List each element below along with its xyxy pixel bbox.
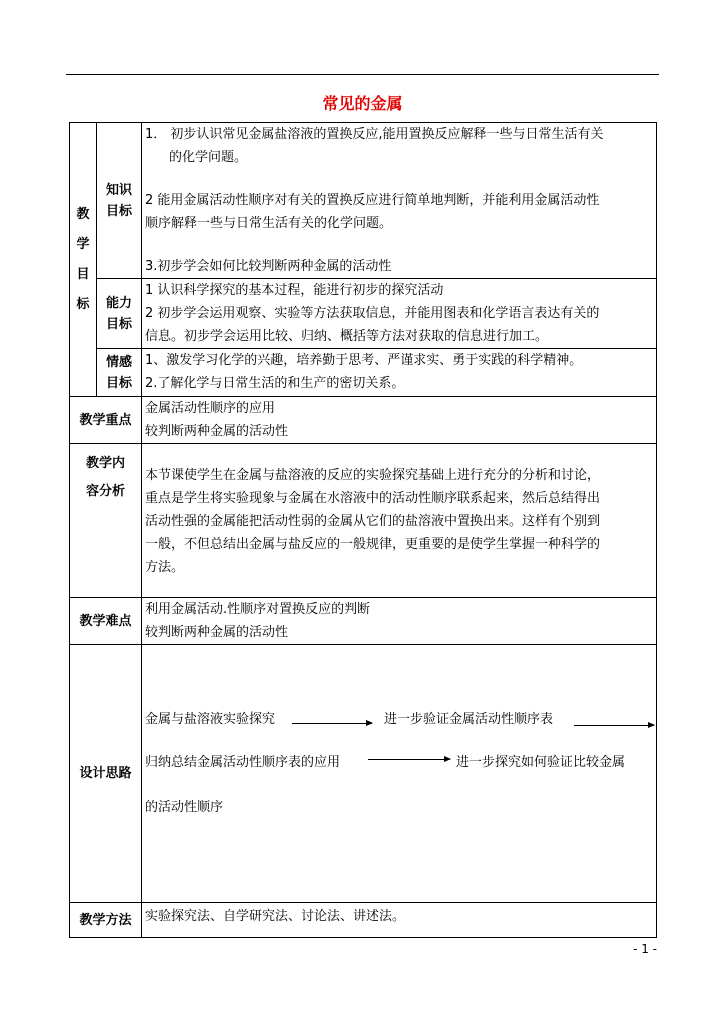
- difficulties-content: [142, 598, 657, 645]
- knowledge-item: 2 能用金属活动性顺序对有关的置换反应进行简单地判断，并能利用金属活动性: [145, 193, 600, 208]
- ability-label-line: 目标: [105, 316, 132, 332]
- knowledge-item: 1． 初步认识常见金属盐溶液的置换反应,能用置换反应解释一些与日常生活有关: [145, 127, 604, 142]
- emotion-item: 1、激发学习化学的兴趣，培养勤于思考、严谨求实、勇于实践的科学精神。: [145, 353, 583, 368]
- key-point-item: 金属活动性顺序的应用: [145, 401, 276, 416]
- objectives-label-char: 学: [76, 236, 90, 252]
- knowledge-objectives-row: [70, 123, 657, 279]
- key-points-row: [70, 397, 657, 444]
- difficulty-item: 利用金属活动.性顺序对置换反应的判断: [145, 602, 371, 617]
- design-step-summary: 归纳总结金属活动性顺序表的应用: [145, 755, 341, 770]
- knowledge-item: 的化学问题。: [169, 150, 248, 165]
- lesson-plan-table: [69, 122, 657, 938]
- content-analysis-label-line: 容分析: [85, 484, 125, 499]
- methods-row: [70, 903, 657, 938]
- content-analysis-label-line: 教学内: [85, 456, 125, 471]
- content-analysis-line: 方法。: [145, 560, 185, 575]
- header-rule: [66, 74, 659, 75]
- ability-objectives-row: [70, 279, 657, 349]
- content-analysis-content: [142, 444, 657, 598]
- knowledge-label-line: 知识: [105, 182, 132, 198]
- content-analysis-line: 本节课使学生在金属与盐溶液的反应的实验探究基础上进行充分的分析和讨论，: [145, 468, 601, 483]
- key-point-item: 较判断两种金属的活动性: [145, 424, 289, 439]
- objectives-label-char: 教: [76, 206, 90, 222]
- emotion-label: [97, 349, 142, 397]
- emotion-content: [142, 349, 657, 397]
- ability-label: [97, 279, 142, 349]
- knowledge-content: [142, 123, 657, 279]
- emotion-label-line: 目标: [105, 375, 132, 391]
- ability-item: 信息。初步学会运用比较、归纳、概括等方法对获取的信息进行加工。: [145, 329, 549, 344]
- content-analysis-row: [70, 444, 657, 598]
- arrow-right-icon: [368, 759, 450, 760]
- design-label: 设计思路: [70, 645, 142, 903]
- document-title: 常见的金属: [322, 94, 403, 113]
- ability-item: 1 认识科学探究的基本过程，能进行初步的探究活动: [145, 283, 444, 298]
- methods-content: 实验探究法、自学研究法、讨论法、讲述法。: [142, 903, 657, 938]
- objectives-label: [70, 123, 97, 397]
- difficulties-row: [70, 598, 657, 645]
- design-step-experiment: 金属与盐溶液实验探究: [145, 712, 276, 727]
- content-analysis-line: 活动性强的金属能把活动性弱的金属从它们的盐溶液中置换出来。这样有个别到: [145, 514, 601, 529]
- design-step-explore: 进一步探究如何验证比较金属: [456, 755, 626, 770]
- arrow-right-icon: [574, 725, 654, 726]
- difficulties-label: 教学难点: [70, 598, 142, 645]
- difficulty-item: 较判断两种金属的活动性: [145, 625, 289, 640]
- emotion-label-line: 情感: [105, 354, 132, 370]
- arrow-right-icon: [292, 723, 372, 724]
- content-analysis-label: [70, 444, 142, 598]
- knowledge-label: [97, 123, 142, 279]
- methods-label: 教学方法: [70, 903, 142, 938]
- ability-label-line: 能力: [105, 295, 132, 311]
- design-row: [70, 645, 657, 903]
- key-points-content: [142, 397, 657, 444]
- ability-item: 2 初步学会运用观察、实验等方法获取信息，并能用图表和化学语言表达有关的: [145, 306, 600, 321]
- objectives-label-char: 标: [76, 296, 90, 312]
- objectives-label-char: 目: [76, 266, 90, 282]
- ability-content: [142, 279, 657, 349]
- page-number: - 1 -: [633, 942, 657, 956]
- design-step-verify: 进一步验证金属活动性顺序表: [384, 712, 554, 727]
- knowledge-label-line: 目标: [105, 203, 132, 219]
- key-points-label: 教学重点: [70, 397, 142, 444]
- knowledge-item: 顺序解释一些与日常生活有关的化学问题。: [145, 216, 393, 231]
- emotion-objectives-row: [70, 349, 657, 397]
- content-analysis-line: 重点是学生将实验现象与金属在水溶液中的活动性顺序联系起来，然后总结得出: [145, 491, 601, 506]
- knowledge-item: 3.初步学会如何比较判断两种金属的活动性: [145, 259, 392, 274]
- design-step-explore-cont: 的活动性顺序: [145, 800, 224, 815]
- emotion-item: 2.了解化学与日常生活的和生产的密切关系。: [145, 376, 405, 391]
- content-analysis-line: 一般，不但总结出金属与盐反应的一般规律，更重要的是使学生掌握一种科学的: [145, 537, 601, 552]
- design-flowchart: [142, 645, 657, 903]
